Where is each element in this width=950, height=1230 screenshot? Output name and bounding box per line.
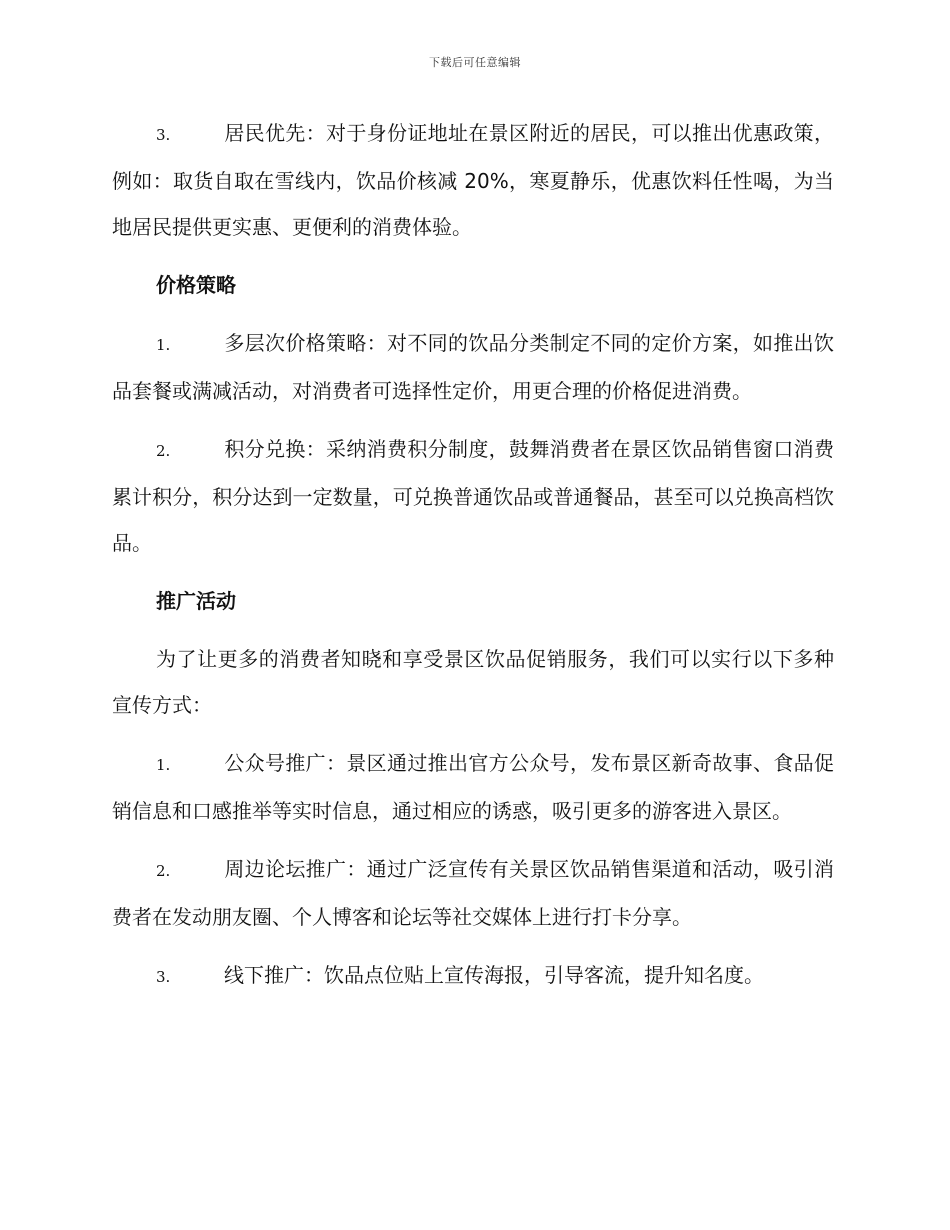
list-item-promotion-2 [112,846,834,940]
list-item-text: 线下推广：饮品点位贴上宣传海报，引导客流，提升知名度。 [224,963,764,987]
list-number: 1. [156,336,171,354]
list-number: 2. [156,862,171,880]
list-item-pricing-1 [112,320,834,414]
list-item-text: 多层次价格策略：对不同的饮品分类制定不同的定价方案，如推出饮品套餐或满减活动，对消费者可选择性定价，用更合理的价格促进消费。 [112,331,834,403]
list-item-text: 周边论坛推广：通过广泛宣传有关景区饮品销售渠道和活动，吸引消费者在发动朋友圈、个人博客和论坛等社交媒体上进行打卡分享。 [112,857,834,929]
section-heading-promotion: 推广活动 [156,589,236,613]
list-item-promotion-3 [112,952,834,1000]
section-heading-pricing: 价格策略 [156,273,236,297]
promotion-intro-paragraph: 为了让更多的消费者知晓和享受景区饮品促销服务，我们可以实行以下多种宣传方式： [112,647,834,717]
list-item-text: 公众号推广：景区通过推出官方公众号，发布景区新奇故事、食品促销信息和口感推举等实时信息，通过相应的诱惑，吸引更多的游客进入景区。 [112,751,834,823]
document-body [112,110,834,1012]
list-number: 3. [156,968,171,986]
list-number: 1. [156,756,171,774]
list-item-text: 积分兑换：采纳消费积分制度，鼓舞消费者在景区饮品销售窗口消费累计积分，积分达到一定数量，可兑换普通饮品或普通餐品，甚至可以兑换高档饮品。 [112,437,834,555]
list-item-resident-priority [112,110,834,250]
list-number: 2. [156,442,171,460]
list-number: 3. [156,126,171,144]
list-item-promotion-1 [112,740,834,834]
list-item-text: 居民优先：对于身份证地址在景区附近的居民，可以推出优惠政策，例如：取货自取在雪线内，饮品价核减 20%，寒夏静乐，优惠饮料任性喝，为当地居民提供更实惠、更便利的消费体验。 [112,121,834,239]
page-header: 下载后可任意编辑 [429,56,521,69]
list-item-pricing-2 [112,426,834,566]
